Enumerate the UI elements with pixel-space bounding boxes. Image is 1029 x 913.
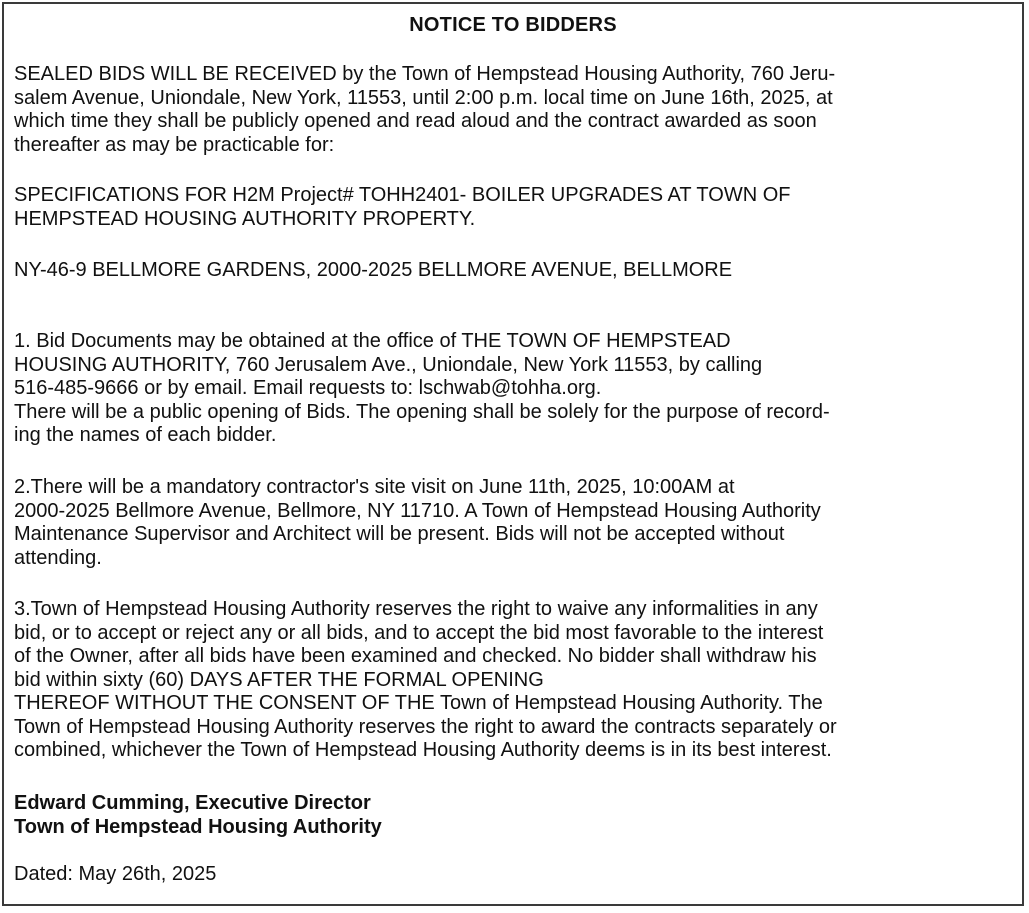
notice-title: NOTICE TO BIDDERS [409, 14, 617, 36]
location-paragraph: NY-46-9 BELLMORE GARDENS, 2000-2025 BELLMORE AVENUE, BELLMORE [14, 259, 733, 281]
item-3-paragraph: 3.Town of Hempstead Housing Authority reserves the right to waive any informalities in any bid, or to accept or reject any or all bids, and to accept the bid most favorable to the interest of the Owner, after all bids have been examined and checked. No bidder shall withdraw his bid within sixty (60) DAYS AFTER THE FORMAL OPENING THEREOF WITHOUT THE CONSENT OF THE Town of Hempstead Housing Authority. The Town of Hempstead Housing Authority reserves the right to award the contracts separately or combined, whichever the Town of Hempstead Housing Authority deems is in its best interest. [14, 598, 837, 761]
specifications-paragraph: SPECIFICATIONS FOR H2M Project# TOHH2401- BOILER UPGRADES AT TOWN OF HEMPSTEAD HOUSING AUTHORITY PROPERTY. [14, 184, 791, 230]
signatory-organization: Town of Hempstead Housing Authority [14, 816, 382, 838]
dated-line: Dated: May 26th, 2025 [14, 863, 217, 885]
intro-paragraph: SEALED BIDS WILL BE RECEIVED by the Town of Hempstead Housing Authority, 760 Jeru- salem Avenue, Uniondale, New York, 11553, until 2:00 p.m. local time on June 16th, 2025, at which time they shall be publicly opened and read aloud and the contract awarded as soon thereafter as may be practicable for: [14, 63, 836, 156]
signature-block [14, 791, 382, 839]
item-2-paragraph: 2.There will be a mandatory contractor's site visit on June 11th, 2025, 10:00AM at 2000-2025 Bellmore Avenue, Bellmore, NY 11710. A Town of Hempstead Housing Authority Maintenance Supervisor and Architect will be present. Bids will not be accepted without attending. [14, 476, 821, 569]
notice-frame [2, 2, 1024, 906]
item-1-paragraph: 1. Bid Documents may be obtained at the office of THE TOWN OF HEMPSTEAD HOUSING AUTHORITY, 760 Jerusalem Ave., Uniondale, New York 11553, by calling 516-485-9666 or by email. Email requests to: lschwab@tohha.org. There will be a public opening of Bids. The opening shall be solely for the purpose of record- ing the names of each bidder. [14, 330, 830, 446]
signatory-name: Edward Cumming, Executive Director [14, 792, 371, 814]
